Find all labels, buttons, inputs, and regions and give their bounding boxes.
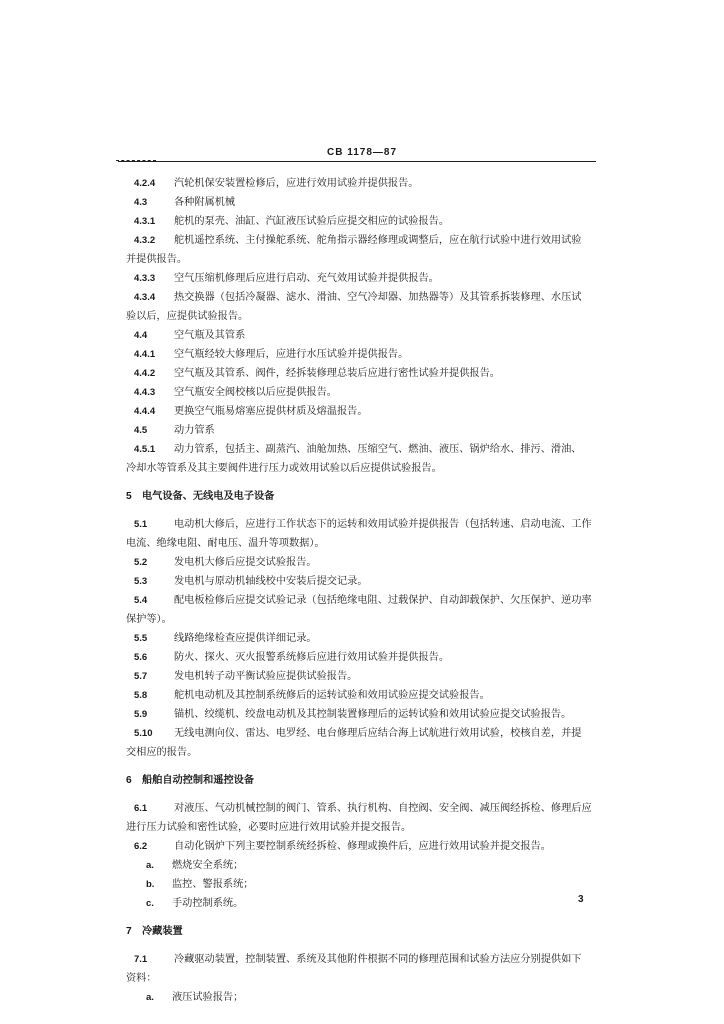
clause-number: 5.5	[134, 633, 148, 644]
list-text: 手动控制系统。	[172, 898, 244, 909]
clause-5-2	[126, 553, 606, 572]
clause-number: 4.4	[134, 330, 148, 341]
clause-text: 空气瓶及其管系	[174, 330, 246, 341]
document-body	[126, 174, 606, 1007]
clause-text: 锚机、绞缆机、绞盘电动机及其控制装置修理后的运转试验和效用试验应提交试验报告。	[174, 709, 572, 720]
clause-5-6	[126, 648, 606, 667]
chapter-title: 冷藏装置	[142, 925, 183, 937]
list-item-6-2-c	[126, 894, 606, 913]
header-rule	[118, 161, 596, 162]
clause-number: 4.3.4	[134, 292, 156, 303]
clause-number: 6.1	[134, 803, 148, 814]
clause-text: 动力管系	[174, 425, 215, 436]
page-number: 3	[578, 894, 584, 905]
clause-text: 自动化锅炉下列主要控制系统经拆检、修理或换件后，应进行效用试验并提交报告。	[174, 841, 551, 852]
clause-6-2	[126, 837, 606, 856]
chapter-number: 7	[126, 926, 132, 937]
clause-5-1	[126, 515, 606, 534]
clause-number: 4.4.2	[134, 368, 156, 379]
clause-5-4-cont: 保护等）。	[126, 614, 172, 625]
clause-number: 5.4	[134, 595, 148, 606]
clause-number: 4.3.3	[134, 273, 156, 284]
clause-4-4-2	[126, 364, 606, 383]
clause-number: 4.2.4	[134, 178, 156, 189]
list-marker: a.	[146, 992, 154, 1003]
chapter-number: 6	[126, 775, 132, 786]
clause-text: 电动机大修后，应进行工作状态下的运转和效用试验并提供报告（包括转速、启动电流、工作	[174, 519, 592, 530]
clause-text: 空气瓶安全阀校核以后应提供报告。	[174, 387, 337, 398]
clause-4-4-4	[126, 402, 606, 421]
list-item-6-2-b	[126, 875, 606, 894]
clause-text: 冷藏驱动装置，控制装置、系统及其他附件根据不同的修理范围和试验方法应分别提供如下	[174, 954, 582, 965]
clause-text: 动力管系，包括主、副蒸汽、油舱加热、压缩空气、燃油、液压、锅炉给水、排污、滑油、	[174, 444, 582, 455]
clause-4-5	[126, 421, 606, 440]
list-marker: b.	[146, 879, 155, 890]
clause-text: 各种附属机械	[174, 197, 236, 208]
clause-number: 5.3	[134, 576, 148, 587]
clause-4-4-3	[126, 383, 606, 402]
clause-number: 7.1	[134, 954, 148, 965]
clause-text: 发电机与原动机轴线校中安装后提交记录。	[174, 576, 368, 587]
clause-5-10	[126, 724, 606, 743]
chapter-title: 船舶自动控制和遥控设备	[142, 774, 255, 786]
clause-text: 舵机的泵壳、油缸、汽缸液压试验后应提交相应的试验报告。	[174, 216, 450, 227]
clause-number: 4.4.1	[134, 349, 156, 360]
clause-4-5-1-cont: 冷却水等管系及其主要阀件进行压力或效用试验以后应提供试验报告。	[126, 463, 442, 474]
list-marker: a.	[146, 860, 154, 871]
clause-number: 4.3	[134, 197, 148, 208]
clause-number: 4.3.1	[134, 216, 156, 227]
clause-number: 4.5	[134, 425, 148, 436]
chapter-title: 电气设备、无线电及电子设备	[142, 490, 275, 502]
clause-number: 5.10	[134, 728, 153, 739]
clause-5-4	[126, 591, 606, 610]
clause-4-2-4	[126, 174, 606, 193]
clause-text: 配电板检修后应提交试验记录（包括绝缘电阻、过载保护、自动卸载保护、欠压保护、逆功率	[174, 595, 592, 606]
clause-text: 线路绝缘检查应提供详细记录。	[174, 633, 317, 644]
list-text: 监控、警报系统；	[172, 879, 254, 890]
clause-text: 更换空气瓶易熔塞应提供材质及熔温报告。	[174, 406, 368, 417]
clause-5-7	[126, 667, 606, 686]
clause-5-10-cont: 交相应的报告。	[126, 747, 198, 758]
clause-number: 4.3.2	[134, 235, 156, 246]
clause-text: 发电机大修后应提交试验报告。	[174, 557, 317, 568]
chapter-7-heading	[126, 922, 606, 941]
clause-number: 5.9	[134, 709, 148, 720]
clause-text: 空气瓶及其管系、阀件，经拆装修理总装后应进行密性试验并提供报告。	[174, 368, 500, 379]
clause-text: 防火、探火、灭火报警系统修后应进行效用试验并提供报告。	[174, 652, 450, 663]
clause-5-9	[126, 705, 606, 724]
list-item-6-2-a	[126, 856, 606, 875]
clause-4-3-1	[126, 212, 606, 231]
chapter-6-heading	[126, 771, 606, 790]
clause-5-3	[126, 572, 606, 591]
clause-text: 发电机转子动平衡试验应提供试验报告。	[174, 671, 358, 682]
list-item-7-1-a	[126, 988, 606, 1007]
clause-5-8	[126, 686, 606, 705]
clause-text: 对液压、气动机械控制的阀门、管系、执行机构、自控阀、安全阀、减压阀经拆检、修理后应	[174, 803, 592, 814]
clause-text: 空气压缩机修理后应进行启动、充气效用试验并提供报告。	[174, 273, 439, 284]
clause-4-3-4-cont: 验以后，应提供试验报告。	[126, 311, 249, 322]
clause-4-5-1	[126, 440, 606, 459]
clause-text: 空气瓶经较大修理后，应进行水压试验并提供报告。	[174, 349, 409, 360]
document-header: CB 1178—87	[326, 147, 398, 158]
clause-7-1	[126, 950, 606, 969]
clause-number: 5.1	[134, 519, 148, 530]
clause-4-3	[126, 193, 606, 212]
clause-number: 5.7	[134, 671, 148, 682]
clause-6-1	[126, 799, 606, 818]
clause-5-5	[126, 629, 606, 648]
clause-text: 舵机遥控系统、主付操舵系统、舵角指示器经修理或调整后，应在航行试验中进行效用试验	[174, 235, 582, 246]
clause-number: 5.8	[134, 690, 148, 701]
clause-4-3-3	[126, 269, 606, 288]
clause-6-1-cont: 进行压力试验和密性试验，必要时应进行效用试验并提交报告。	[126, 822, 412, 833]
clause-4-4	[126, 326, 606, 345]
chapter-5-heading	[126, 487, 606, 506]
list-text: 燃烧安全系统；	[172, 860, 244, 871]
clause-text: 汽轮机保安装置检修后，应进行效用试验并提供报告。	[174, 178, 419, 189]
clause-4-3-2	[126, 231, 606, 250]
list-text: 液压试验报告；	[172, 992, 244, 1003]
clause-number: 5.2	[134, 557, 148, 568]
clause-number: 4.5.1	[134, 444, 156, 455]
list-marker: c.	[146, 898, 154, 909]
clause-4-3-2-cont: 并提供报告。	[126, 254, 188, 265]
clause-4-3-4	[126, 288, 606, 307]
clause-number: 5.6	[134, 652, 148, 663]
clause-5-1-cont: 电流、绝缘电阻、耐电压、温升等项数据）。	[126, 538, 325, 549]
chapter-number: 5	[126, 491, 132, 502]
clause-text: 无线电测向仪、雷达、电罗经、电台修理后应结合海上试航进行效用试验，校核自差，并提	[174, 728, 582, 739]
clause-number: 6.2	[134, 841, 148, 852]
clause-4-4-1	[126, 345, 606, 364]
clause-text: 热交换器（包括冷凝器、滤水、滑油、空气冷却器、加热器等）及其管系拆装修理、水压试	[174, 292, 582, 303]
clause-number: 4.4.4	[134, 406, 156, 417]
clause-7-1-cont: 资料：	[126, 973, 157, 984]
clause-number: 4.4.3	[134, 387, 156, 398]
clause-text: 舵机电动机及其控制系统修后的运转试验和效用试验应提交试验报告。	[174, 690, 490, 701]
